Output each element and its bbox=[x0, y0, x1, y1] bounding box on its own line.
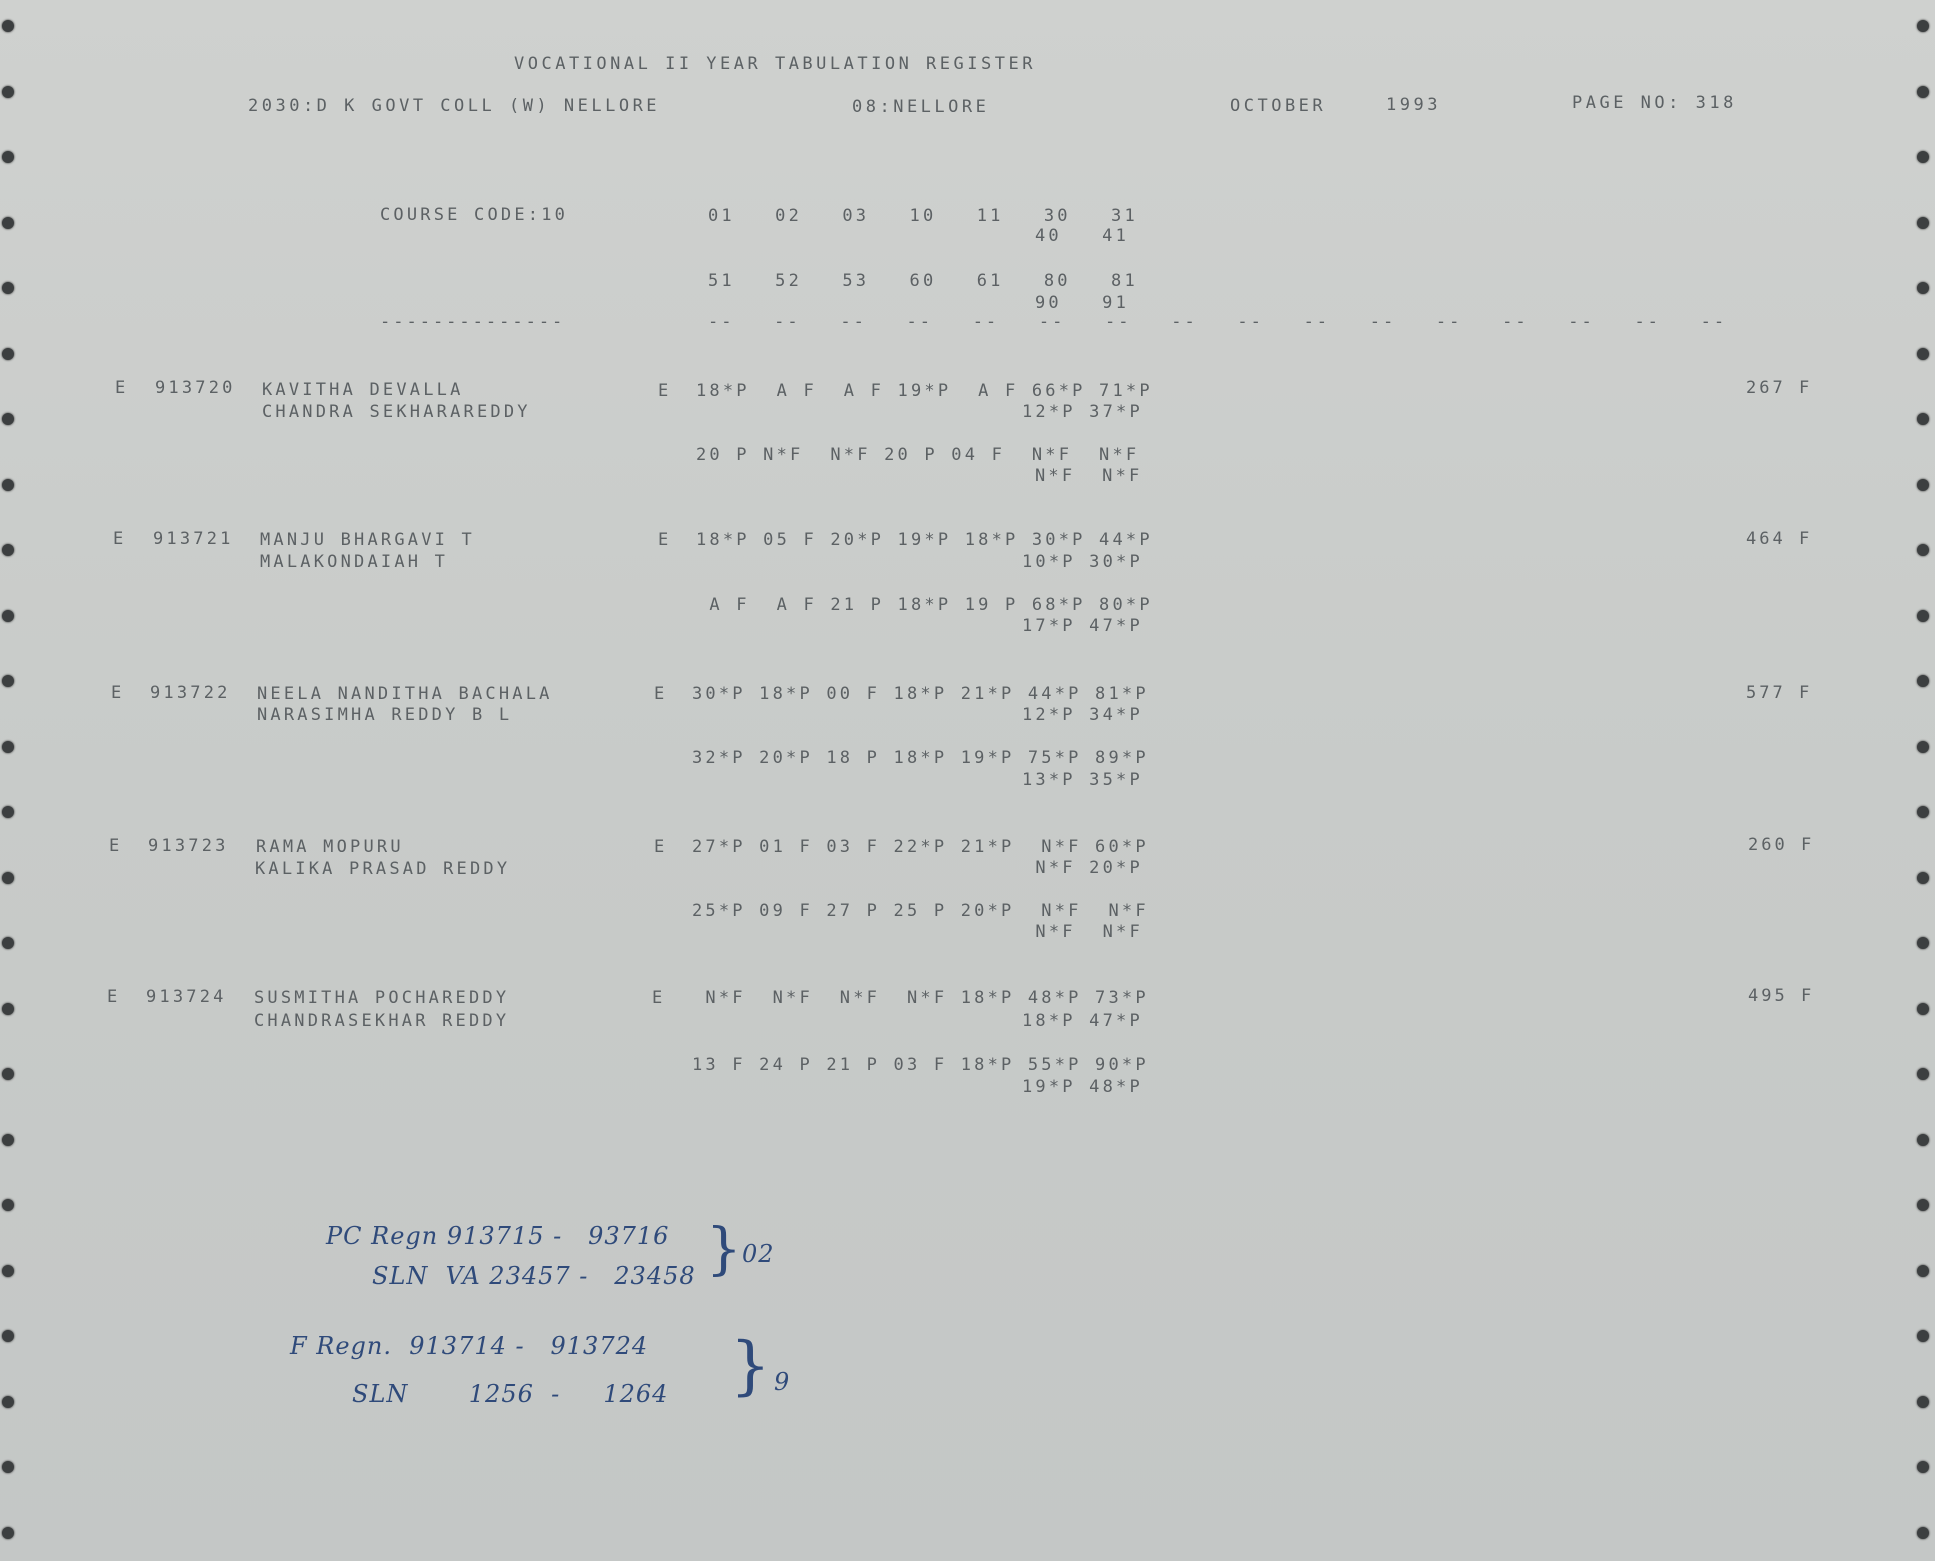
marks-row-2: 25*P 09 F 27 P 25 P 20*P N*F N*F bbox=[692, 901, 1149, 921]
parent-name: CHANDRASEKHAR REDDY bbox=[254, 1011, 510, 1031]
student-status: E bbox=[107, 987, 121, 1007]
exam-flag: E bbox=[652, 988, 666, 1008]
parent-name: NARASIMHA REDDY B L bbox=[257, 705, 513, 725]
student-name: NEELA NANDITHA BACHALA bbox=[257, 684, 553, 704]
tractor-hole bbox=[2, 806, 14, 818]
student-status: E bbox=[115, 378, 129, 398]
tractor-hole bbox=[2, 1330, 14, 1342]
marks-row-1: 18*P 05 F 20*P 19*P 18*P 30*P 44*P bbox=[696, 530, 1153, 550]
marks-row-1: 30*P 18*P 00 F 18*P 21*P 44*P 81*P bbox=[692, 684, 1149, 704]
tractor-hole bbox=[2, 348, 14, 360]
marks-row-2-extra: 13*P 35*P bbox=[1022, 770, 1143, 790]
grand-total: 495 F bbox=[1748, 986, 1815, 1006]
handwritten-sln: SLN 1256 - 1264 bbox=[352, 1380, 669, 1408]
tractor-hole bbox=[2, 741, 14, 753]
marks-row-2-extra: 17*P 47*P bbox=[1022, 616, 1143, 636]
marks-row-1-extra: N*F 20*P bbox=[1022, 858, 1143, 878]
tractor-hole bbox=[1917, 282, 1929, 294]
course-code-label: COURSE CODE:10 bbox=[380, 205, 569, 225]
tractor-hole bbox=[2, 413, 14, 425]
register-title: VOCATIONAL II YEAR TABULATION REGISTER bbox=[514, 54, 1036, 74]
student-name: MANJU BHARGAVI T bbox=[260, 530, 475, 550]
tractor-hole bbox=[1917, 741, 1929, 753]
student-regno: 913723 bbox=[148, 836, 229, 856]
tractor-hole bbox=[2, 1199, 14, 1211]
parent-name: MALAKONDAIAH T bbox=[260, 552, 449, 572]
student-regno: 913720 bbox=[155, 378, 236, 398]
tractor-hole bbox=[1917, 1068, 1929, 1080]
tractor-hole bbox=[1917, 348, 1929, 360]
tractor-hole bbox=[1917, 86, 1929, 98]
tractor-hole bbox=[2, 610, 14, 622]
exam-flag: E bbox=[654, 837, 668, 857]
marks-row-1: N*F N*F N*F N*F 18*P 48*P 73*P bbox=[692, 988, 1149, 1008]
tractor-hole bbox=[1917, 20, 1929, 32]
tractor-hole bbox=[1917, 1461, 1929, 1473]
tractor-hole bbox=[2, 282, 14, 294]
exam-year: 1993 bbox=[1386, 95, 1441, 115]
student-regno: 913722 bbox=[150, 683, 231, 703]
parent-name: KALIKA PRASAD REDDY bbox=[255, 859, 511, 879]
tractor-hole bbox=[2, 544, 14, 556]
subject-codes-row-2: 51 52 53 60 61 80 81 bbox=[708, 271, 1138, 291]
tractor-hole bbox=[2, 1068, 14, 1080]
handwritten-count-1: 02 bbox=[742, 1240, 775, 1268]
tractor-hole bbox=[1917, 217, 1929, 229]
marks-row-2-extra: N*F N*F bbox=[1022, 922, 1143, 942]
student-status: E bbox=[109, 836, 123, 856]
college-name: 2030:D K GOVT COLL (W) NELLORE bbox=[248, 96, 661, 116]
tractor-hole bbox=[1917, 1134, 1929, 1146]
tractor-hole bbox=[2, 1003, 14, 1015]
student-status: E bbox=[113, 529, 127, 549]
header-underline-right: -- -- -- -- -- -- -- -- -- -- -- -- -- -- -- -- bbox=[708, 312, 1728, 332]
exam-flag: E bbox=[658, 381, 672, 401]
marks-row-2: 32*P 20*P 18 P 18*P 19*P 75*P 89*P bbox=[692, 748, 1149, 768]
student-name: RAMA MOPURU bbox=[256, 837, 404, 857]
marks-row-1: 27*P 01 F 03 F 22*P 21*P N*F 60*P bbox=[692, 837, 1149, 857]
tractor-hole bbox=[2, 1461, 14, 1473]
tractor-hole bbox=[1917, 1527, 1929, 1539]
handwritten-count-2: 9 bbox=[774, 1368, 791, 1396]
marks-row-2: 20 P N*F N*F 20 P 04 F N*F N*F bbox=[696, 445, 1140, 465]
student-regno: 913721 bbox=[153, 529, 234, 549]
tractor-hole bbox=[1917, 1330, 1929, 1342]
district-name: 08:NELLORE bbox=[852, 97, 990, 117]
marks-row-1-extra: 10*P 30*P bbox=[1022, 552, 1143, 572]
tractor-hole bbox=[2, 479, 14, 491]
tractor-hole bbox=[1917, 937, 1929, 949]
marks-row-1: 18*P A F A F 19*P A F 66*P 71*P bbox=[696, 381, 1153, 401]
tractor-hole bbox=[1917, 806, 1929, 818]
tractor-hole bbox=[2, 86, 14, 98]
marks-row-2: A F A F 21 P 18*P 19 P 68*P 80*P bbox=[696, 595, 1153, 615]
parent-name: CHANDRA SEKHARAREDDY bbox=[262, 402, 531, 422]
tractor-hole bbox=[2, 1527, 14, 1539]
tractor-hole bbox=[1917, 1199, 1929, 1211]
tractor-hole bbox=[1917, 479, 1929, 491]
tractor-hole bbox=[1917, 1396, 1929, 1408]
grand-total: 260 F bbox=[1748, 835, 1815, 855]
subject-codes-row-1-extra: 40 41 bbox=[1035, 226, 1130, 246]
exam-flag: E bbox=[654, 684, 668, 704]
tractor-hole bbox=[2, 872, 14, 884]
tractor-hole bbox=[2, 151, 14, 163]
tractor-hole bbox=[1917, 413, 1929, 425]
handwritten-brace-icon: } bbox=[730, 1329, 771, 1403]
tractor-hole bbox=[2, 937, 14, 949]
handwritten-pc-regn: PC Regn 913715 - 93716 bbox=[326, 1222, 670, 1250]
exam-month: OCTOBER bbox=[1230, 96, 1327, 116]
tractor-hole bbox=[1917, 872, 1929, 884]
marks-row-2-extra: N*F N*F bbox=[1035, 466, 1143, 486]
tractor-hole bbox=[1917, 1003, 1929, 1015]
marks-row-2-extra: 19*P 48*P bbox=[1022, 1077, 1143, 1097]
student-name: SUSMITHA POCHAREDDY bbox=[254, 988, 510, 1008]
tractor-hole bbox=[2, 1396, 14, 1408]
tractor-hole bbox=[1917, 544, 1929, 556]
header-underline-left: -------------- bbox=[380, 312, 566, 332]
marks-row-1-extra: 12*P 34*P bbox=[1022, 705, 1143, 725]
grand-total: 577 F bbox=[1746, 683, 1813, 703]
handwritten-brace-icon: } bbox=[706, 1217, 742, 1282]
tractor-hole bbox=[2, 217, 14, 229]
tractor-hole bbox=[2, 1134, 14, 1146]
subject-codes-row-2-extra: 90 91 bbox=[1035, 293, 1130, 313]
left-tractor-holes bbox=[0, 0, 20, 1561]
student-name: KAVITHA DEVALLA bbox=[262, 380, 464, 400]
handwritten-f-regn: F Regn. 913714 - 913724 bbox=[290, 1332, 649, 1360]
marks-row-1-extra: 18*P 47*P bbox=[1022, 1011, 1143, 1031]
tractor-hole bbox=[1917, 151, 1929, 163]
marks-row-1-extra: 12*P 37*P bbox=[1022, 402, 1143, 422]
tractor-hole bbox=[2, 20, 14, 32]
student-status: E bbox=[111, 683, 125, 703]
tractor-hole bbox=[2, 675, 14, 687]
subject-codes-row-1: 01 02 03 10 11 30 31 bbox=[708, 206, 1138, 226]
page-number: PAGE NO: 318 bbox=[1572, 93, 1737, 113]
right-tractor-holes bbox=[1915, 0, 1935, 1561]
tractor-hole bbox=[1917, 675, 1929, 687]
tractor-hole bbox=[1917, 610, 1929, 622]
exam-flag: E bbox=[658, 530, 672, 550]
tractor-hole bbox=[1917, 1265, 1929, 1277]
grand-total: 464 F bbox=[1746, 529, 1813, 549]
student-regno: 913724 bbox=[146, 987, 227, 1007]
marks-row-2: 13 F 24 P 21 P 03 F 18*P 55*P 90*P bbox=[692, 1055, 1149, 1075]
tractor-hole bbox=[2, 1265, 14, 1277]
grand-total: 267 F bbox=[1746, 378, 1813, 398]
handwritten-sln-va: SLN VA 23457 - 23458 bbox=[372, 1262, 696, 1290]
